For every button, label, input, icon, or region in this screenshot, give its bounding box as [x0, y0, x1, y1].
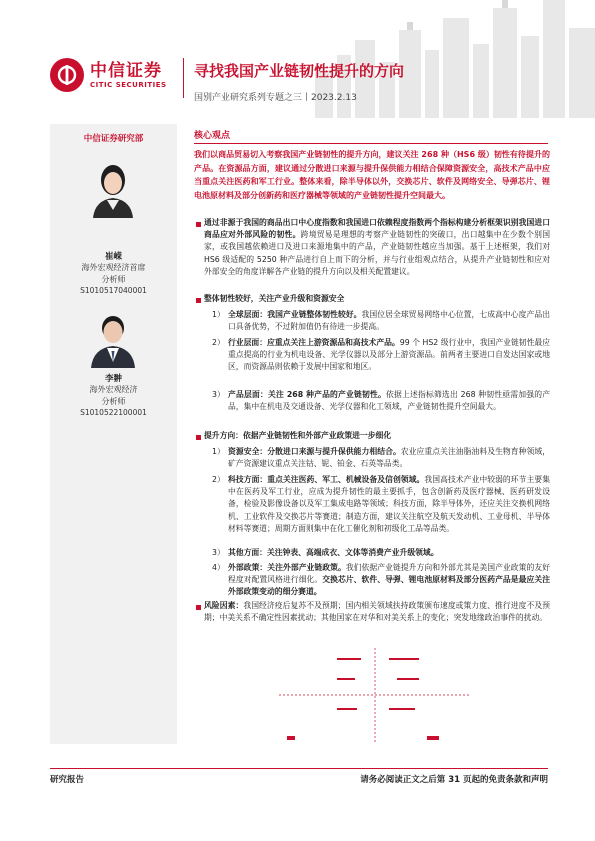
list-number: 3） [212, 548, 225, 557]
analyst-photo-2 [85, 306, 141, 368]
paragraph-framework-lead: 通过非源于我国的商品出口中心度指数和我国进口依赖程度指数两个指标构建分析框架识别我国进口商品应对外部风险的韧性。 [204, 218, 550, 240]
list-number: 2） [212, 338, 225, 347]
quadrant-axes [279, 648, 471, 742]
logo-english-name: CITIC SECURITIES [90, 81, 167, 89]
list-item-global: 全球层面：我国产业链整体韧性较好。我国位居全球贸易网络中心位置，七成高中心度产品出口具备优势，不过附加值仍有待进一步提高。 [228, 310, 551, 332]
analyst-name-1: 崔嵘 [104, 252, 122, 262]
bullet-icon [196, 222, 201, 227]
citic-logo [50, 58, 167, 92]
risk-factors: 风险因素：我国经济疫后复苏不及预期；国内相关领域扶持政策颁布速度或策力度、推行进度不及预期；中美关系不确定性因素扰动；其他国家在对华和对美关系上的变化；突发地缘政治事件的扰动。 [204, 601, 550, 623]
analyst-license-1: S1010517040001 [80, 286, 147, 295]
analyst-license-2: S1010522100001 [80, 408, 147, 417]
report-subtitle: 国别产业研究系列专题之三丨2023.2.13 [194, 93, 357, 103]
list-item-technology: 科技方面：重点关注医药、军工、机械设备及信创领域。我国高技术产业中较弱的环节主要集中在医药及军工行业，应成为提升韧性的最主要抓手，包含创新药及医疗器械、医药研发设备，检验及影像设备以及军工集成电路等领域；科技方面，除半导体外，还应关注交换机网络机、工业软件及交换芯片等赛道；制造方面，建议关注航空及航天发动机、工业母机、半导体材料等赛道；周期方面则集中在化工催化剂和初级化工品等品类。 [228, 475, 550, 533]
key-summary: 我们以商品贸易切入考察我国产业链韧性的提升方向，建议关注 268 种（HS6 级）韧性有待提升的产品。在资源品方面，建议通过分散进口来源与提升保供能力相结合保障资源安全，高技术产品中应当重点关注医药和军工行业。整体来看，除半导体以外，交换芯片、软件及网络安全、导弹芯片、锂电池原材料及部分创新药和医疗器械等领域的产业链韧性提升空间最大。 [194, 150, 550, 200]
bullet-icon [196, 298, 201, 303]
subheading-direction: 提升方向：依据产业链韧性和外部产业政策进一步细化 [204, 431, 392, 440]
analyst-photo-1 [85, 156, 141, 218]
list-number: 1） [212, 447, 225, 456]
analyst-role-1: 分析师 [101, 275, 126, 284]
list-number: 1） [212, 310, 225, 319]
analyst-role-2: 分析师 [101, 397, 126, 406]
analyst-name-2: 李翀 [104, 374, 122, 384]
footer-report-type: 研究报告 [50, 775, 85, 785]
logo-chinese-name: 中信证券 [90, 61, 162, 81]
page-header [0, 0, 595, 118]
quadrant-figure [277, 646, 473, 744]
list-item-external-policy: 外部政策：关注外部产业链政策。我们依据产业链提升方向和外部尤其是美国产业政策的友好程度对配置风格进行细化。交换芯片、软件、导弹、锂电池原材料及部分医药产品是最应关注外部政策变动的细分赛道。 [228, 563, 551, 597]
analyst-title-2: 海外宏观经济 [89, 385, 138, 394]
analyst-sidebar [50, 124, 177, 744]
paragraph-framework [204, 217, 550, 278]
list-item-product: 产品层面：关注 268 种产品的产业链韧性。依据上述指标筛选出 268 种韧性亟需加强的产品，集中在机电及交通设备、光学仪器和化工领域，产业链韧性提升空间最大。 [228, 390, 550, 412]
bullet-icon [196, 605, 201, 610]
section-divider [194, 143, 548, 144]
header-divider [183, 58, 184, 98]
quadrant-markers [287, 658, 439, 740]
bullet-icon [196, 435, 201, 440]
list-number: 2） [212, 475, 225, 484]
footer-disclaimer: 请务必阅读正文之后第 31 页起的免责条款和声明 [360, 775, 548, 785]
report-title: 寻找我国产业链韧性提升的方向 [194, 62, 405, 80]
analyst-title-1: 海外宏观经济首席 [81, 263, 146, 272]
list-number: 4） [212, 563, 225, 572]
paragraph-framework-body: 跨境贸易是理想的考察产业链韧性的突破口，出口越集中在少数个别国家，或我国越依赖进口及进口来源地集中的产品，产业链韧性越应当加强。基于上述框架，我们对 HS6 级适配的 5250 种产品进行自上而下的分析，并与行业组观点结合，从提升产业链韧性和应对外部安全的角度详解各产业链的提升方向以及相关配置建议。 [204, 230, 551, 276]
list-number: 3） [212, 390, 225, 399]
subheading-resilience: 整体韧性较好，关注产业升级和资源安全 [204, 294, 345, 303]
footer-divider [50, 768, 548, 769]
list-item-industry: 行业层面：应重点关注上游资源品和高技术产品。99 个 HS2 级行业中，我国产业链韧性最应重点提高的行业为机电设备、光学仪器以及部分上游资源品。前两者主要进口自发达国家或地区，而资源品则依赖于发展中国家和地区。 [228, 338, 550, 372]
citic-logo-icon [50, 58, 84, 92]
research-dept-label: 中信证券研究部 [83, 134, 144, 144]
list-item-resources: 资源安全：分散进口来源与提升保供能力相结合。农业应重点关注油脂油料及生物育种领域，矿产资源建议重点关注钴、铌、铂金、石英等品类。 [228, 447, 550, 469]
list-item-consumer: 其他方面：关注钟表、高端成衣、文体等消费产业升级领域。 [228, 548, 439, 557]
section-title: 核心观点 [194, 131, 231, 141]
